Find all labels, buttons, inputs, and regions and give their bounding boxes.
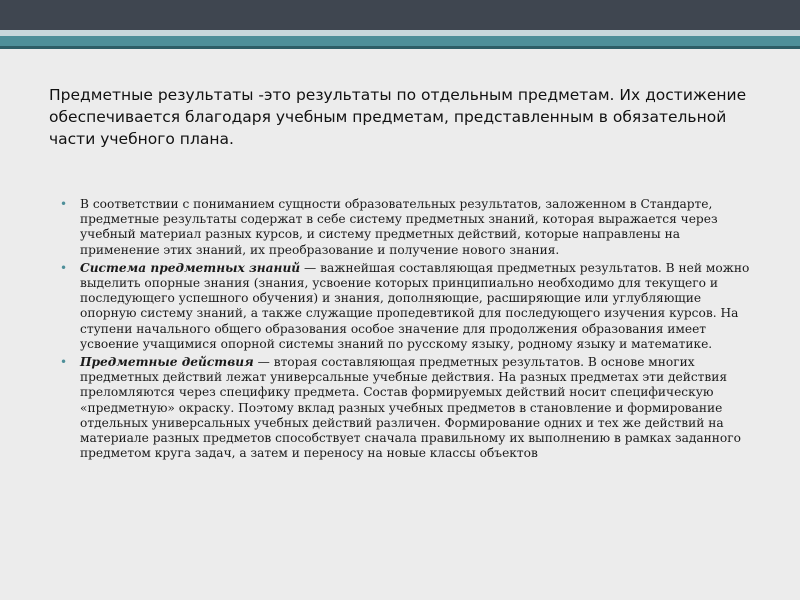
bullet-text: В соответствии с пониманием сущности образовательных результатов, заложенном в Стандарте, предметные результаты содержат в себе систему предметных знаний, которая выражается через учебный материал разных курсов, и систему предметных действий, которые направлены на применение этих знаний, их преобразование и получение нового знания. — [80, 197, 718, 257]
bullet-text: — вторая составляющая предметных результатов. В основе многих предметных действий лежат универсальные учебные действия. На разных предметах эти действия преломляются через специфику предмета. Состав формируемых действий носит специфическую «предметную» окраску. Поэтому вклад разных учебных предметов в становление и формирование отдельных универсальных учебных действий различен. Формирование одних и тех же действий на материале разных предметов способствует сначала правильному их выполнению в рамках заданного предметом круга задач, а затем и переносу на новые классы объектов — [80, 355, 741, 461]
slide-title — [49, 84, 769, 150]
bullet-term: Система предметных знаний — [80, 260, 301, 275]
content-list — [60, 197, 755, 464]
bullet-icon: • — [60, 197, 68, 211]
list-item — [60, 261, 755, 352]
bullet-icon: • — [60, 260, 68, 275]
title-rest: результаты по отдельным предметам. Их достижение обеспечивается благодаря учебным предметам, представленным в обязательной части учебного плана. — [49, 86, 747, 148]
bullet-icon: • — [60, 355, 68, 370]
title-term: Предметные результаты — [49, 86, 254, 104]
bullet-term: Предметные действия — [80, 355, 254, 370]
bullet-text: — важнейшая составляющая предметных результатов. В ней можно выделить опорные знания (знания, усвоение которых принципиально необходимо для текущего и последующего успешного обучения) и знания, дополняющие, расширяющие или углубляющие опорную систему знаний, а также служащие пропедевтикой для последующего изучения курсов. На ступени начального общего образования особое значение для продолжения образования имеет усвоение учащимися опорной системы знаний по русскому языку, родному языку и математике. — [80, 260, 750, 351]
header-stripe-dark — [0, 46, 800, 49]
title-dash: -это — [253, 86, 292, 104]
header-stripe-teal — [0, 36, 800, 46]
list-item — [60, 197, 755, 258]
list-item — [60, 355, 755, 461]
header-band — [0, 0, 800, 30]
